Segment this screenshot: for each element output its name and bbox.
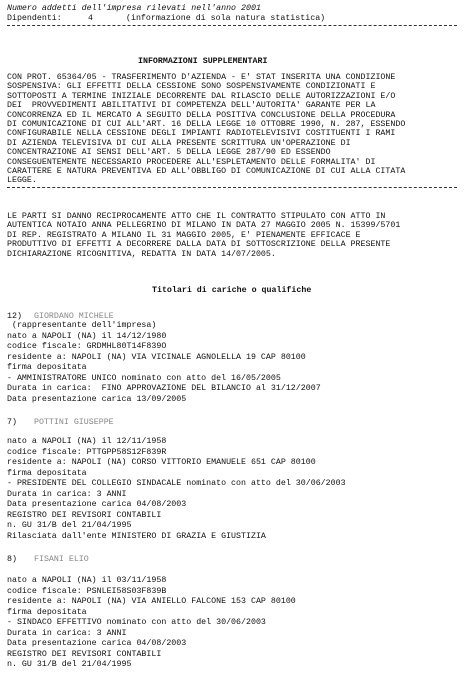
employees-label: Dipendenti: xyxy=(7,14,62,23)
person-name: GIORDANO MICHELE xyxy=(34,312,114,321)
divider xyxy=(7,25,457,26)
supplementary-line: CON PROT. 65364/05 - TRASFERIMENTO D'AZIENDA - E' STAT INSERITA UNA CONDIZIONE xyxy=(7,73,396,82)
employees-count-heading: Numero addetti dell'impresa rilevati nell'anno 2001 xyxy=(7,4,261,13)
person-detail: Durata in carica: 3 ANNI xyxy=(7,489,127,499)
person-name: FISANI ELIO xyxy=(34,555,89,564)
person-detail: nato a NAPOLI (NA) il 12/11/1958 xyxy=(7,437,167,446)
person-detail: residente a: NAPOLI (NA) CORSO VITTORIO EMANUELE 651 CAP 80100 xyxy=(7,458,316,467)
supplementary-line: CONSEGUENTEMENTE NECESSARIO PROCEDERE ALL'ESPLETAMENTO DELLE FORMALITA' DI xyxy=(7,157,376,167)
supplementary-line: SOSPENSIVA: GLI EFFETTI DELLA CESSIONE SONO SOSPENSIVAMENTE CONDIZIONATI E xyxy=(7,82,376,92)
person-detail: codice fiscale: PSNLEI58S03F839B xyxy=(7,586,167,596)
person-name: POTTINI GIUSEPPE xyxy=(34,418,114,427)
person-detail: n. GU 31/B del 21/04/1995 xyxy=(7,660,132,669)
supplementary-line: LEGGE. xyxy=(7,176,37,186)
person-detail: nato a NAPOLI (NA) il 14/12/1980 xyxy=(7,331,167,341)
supplementary-line: CONCORRENZA ED IL MERCATO A SEGUITO DELLA POSITIVA CONCLUSIONE DELLA PROCEDURA xyxy=(7,110,396,120)
person-detail: codice fiscale: GRDMHL80T14F839O xyxy=(7,342,167,351)
person-detail: (rappresentante dell'impresa) xyxy=(7,321,157,330)
supplementary-line: CONFIGURABILE NELLA CESSIONE DEGLI IMPIANTI RADIOTELEVISIVI COSTITUENTI I RAMI xyxy=(7,129,396,139)
supplementary-line: DEI PROVVEDIMENTI ABILITATIVI DI COMPETENZA DELL'AUTORITA' GARANTE PER LA xyxy=(7,101,376,111)
person-detail: - SINDACO EFFETTIVO nominato con atto del 30/06/2003 xyxy=(7,618,266,627)
person-detail: Rilasciata dall'ente MINISTERO DI GRAZIA E GIUSTIZIA xyxy=(7,531,266,541)
person-detail: residente a: NAPOLI (NA) VIA VICINALE AGNOLELLA 19 CAP 80100 xyxy=(7,352,306,362)
supplementary-line: SOTTOPOSTI A TERMINE INIZIALE DECORRENTE DAL RILASCIO DELLE AUTORIZZAZIONI E/O xyxy=(7,91,396,101)
person-number: 8) xyxy=(7,555,17,564)
supplementary-line: LE PARTI SI DANNO RECIPROCAMENTE ATTO CHE IL CONTRATTO STIPULATO CON ATTO IN xyxy=(7,212,386,221)
person-detail: Durata in carica: FINO APPROVAZIONE DEL BILANCIO al 31/12/2007 xyxy=(7,384,321,393)
person-detail: Data presentazione carica 13/09/2005 xyxy=(7,394,187,404)
person-detail: nato a NAPOLI (NA) il 03/11/1958 xyxy=(7,576,167,585)
person-detail: firma depositata xyxy=(7,607,87,617)
supplementary-line: DI COMUNICAZIONE DI CUI ALL'ART. 16 DELLA LEGGE 10 OTTOBRE 1990, N. 287, ESSENDO xyxy=(7,120,406,129)
supplementary-line: CARATTERE E NATURA PREVENTIVA ED ALL'OBBLIGO DI COMUNICAZIONE DI CUI ALLA CITATA xyxy=(7,167,406,176)
person-detail: Durata in carica: 3 ANNI xyxy=(7,628,127,638)
person-detail: firma depositata xyxy=(7,363,87,372)
person-number: 12) xyxy=(7,312,22,321)
supplementary-line: AUTENTICA NOTAIO ANNA PELLEGRINO DI MILANO IN DATA 27 MAGGIO 2005 N. 15399/5701 xyxy=(7,221,401,231)
person-detail: REGISTRO DEI REVISORI CONTABILI xyxy=(7,649,162,659)
person-detail: Data presentazione carica 04/08/2003 xyxy=(7,500,187,509)
person-detail: n. GU 31/B del 21/04/1995 xyxy=(7,521,132,530)
person-detail: REGISTRO DEI REVISORI CONTABILI xyxy=(7,510,162,520)
person-number: 7) xyxy=(7,418,17,427)
person-detail: firma depositata xyxy=(7,468,87,478)
supplementary-line: DICHIARAZIONE RICOGNITIVA, REDATTA IN DATA 14/07/2005. xyxy=(7,249,276,259)
supplementary-line: CONCENTRAZIONE AI SENSI DELL'ART. 5 DELLA LEGGE 287/90 ED ESSENDO xyxy=(7,148,331,158)
divider xyxy=(7,187,457,188)
person-detail: - PRESIDENTE DEL COLLEGIO SINDACALE nominato con atto del 30/06/2003 xyxy=(7,479,346,488)
person-detail: Data presentazione carica 04/08/2003 xyxy=(7,639,187,648)
person-detail: - AMMINISTRATORE UNICO nominato con atto del 16/05/2005 xyxy=(7,373,281,383)
supplementary-line: DI AZIENDA TELEVISIVA DI CUI ALLA PRESENTE SCRITTURA UN'OPERAZIONE DI xyxy=(7,138,351,148)
officers-title: Titolari di cariche o qualifiche xyxy=(152,286,312,295)
person-detail: codice fiscale: PTTGPP58S12F839R xyxy=(7,447,167,457)
employees-value: 4 xyxy=(88,14,93,23)
supplementary-line: PRODUTTIVO DI EFFETTI A DECORRERE DALLA DATA DI SOTTOSCRIZIONE DELLA PRESENTE xyxy=(7,240,391,250)
supplementary-title: INFORMAZIONI SUPPLEMENTARI xyxy=(138,57,268,66)
employees-note: (informazione di sola natura statistica) xyxy=(126,14,326,23)
person-detail: residente a: NAPOLI (NA) VIA ANIELLO FALCONE 153 CAP 80100 xyxy=(7,597,296,606)
supplementary-line: DI REP. REGISTRATO A MILANO IL 31 MAGGIO 2005, E' PIENAMENTE EFFICACE E xyxy=(7,230,361,240)
